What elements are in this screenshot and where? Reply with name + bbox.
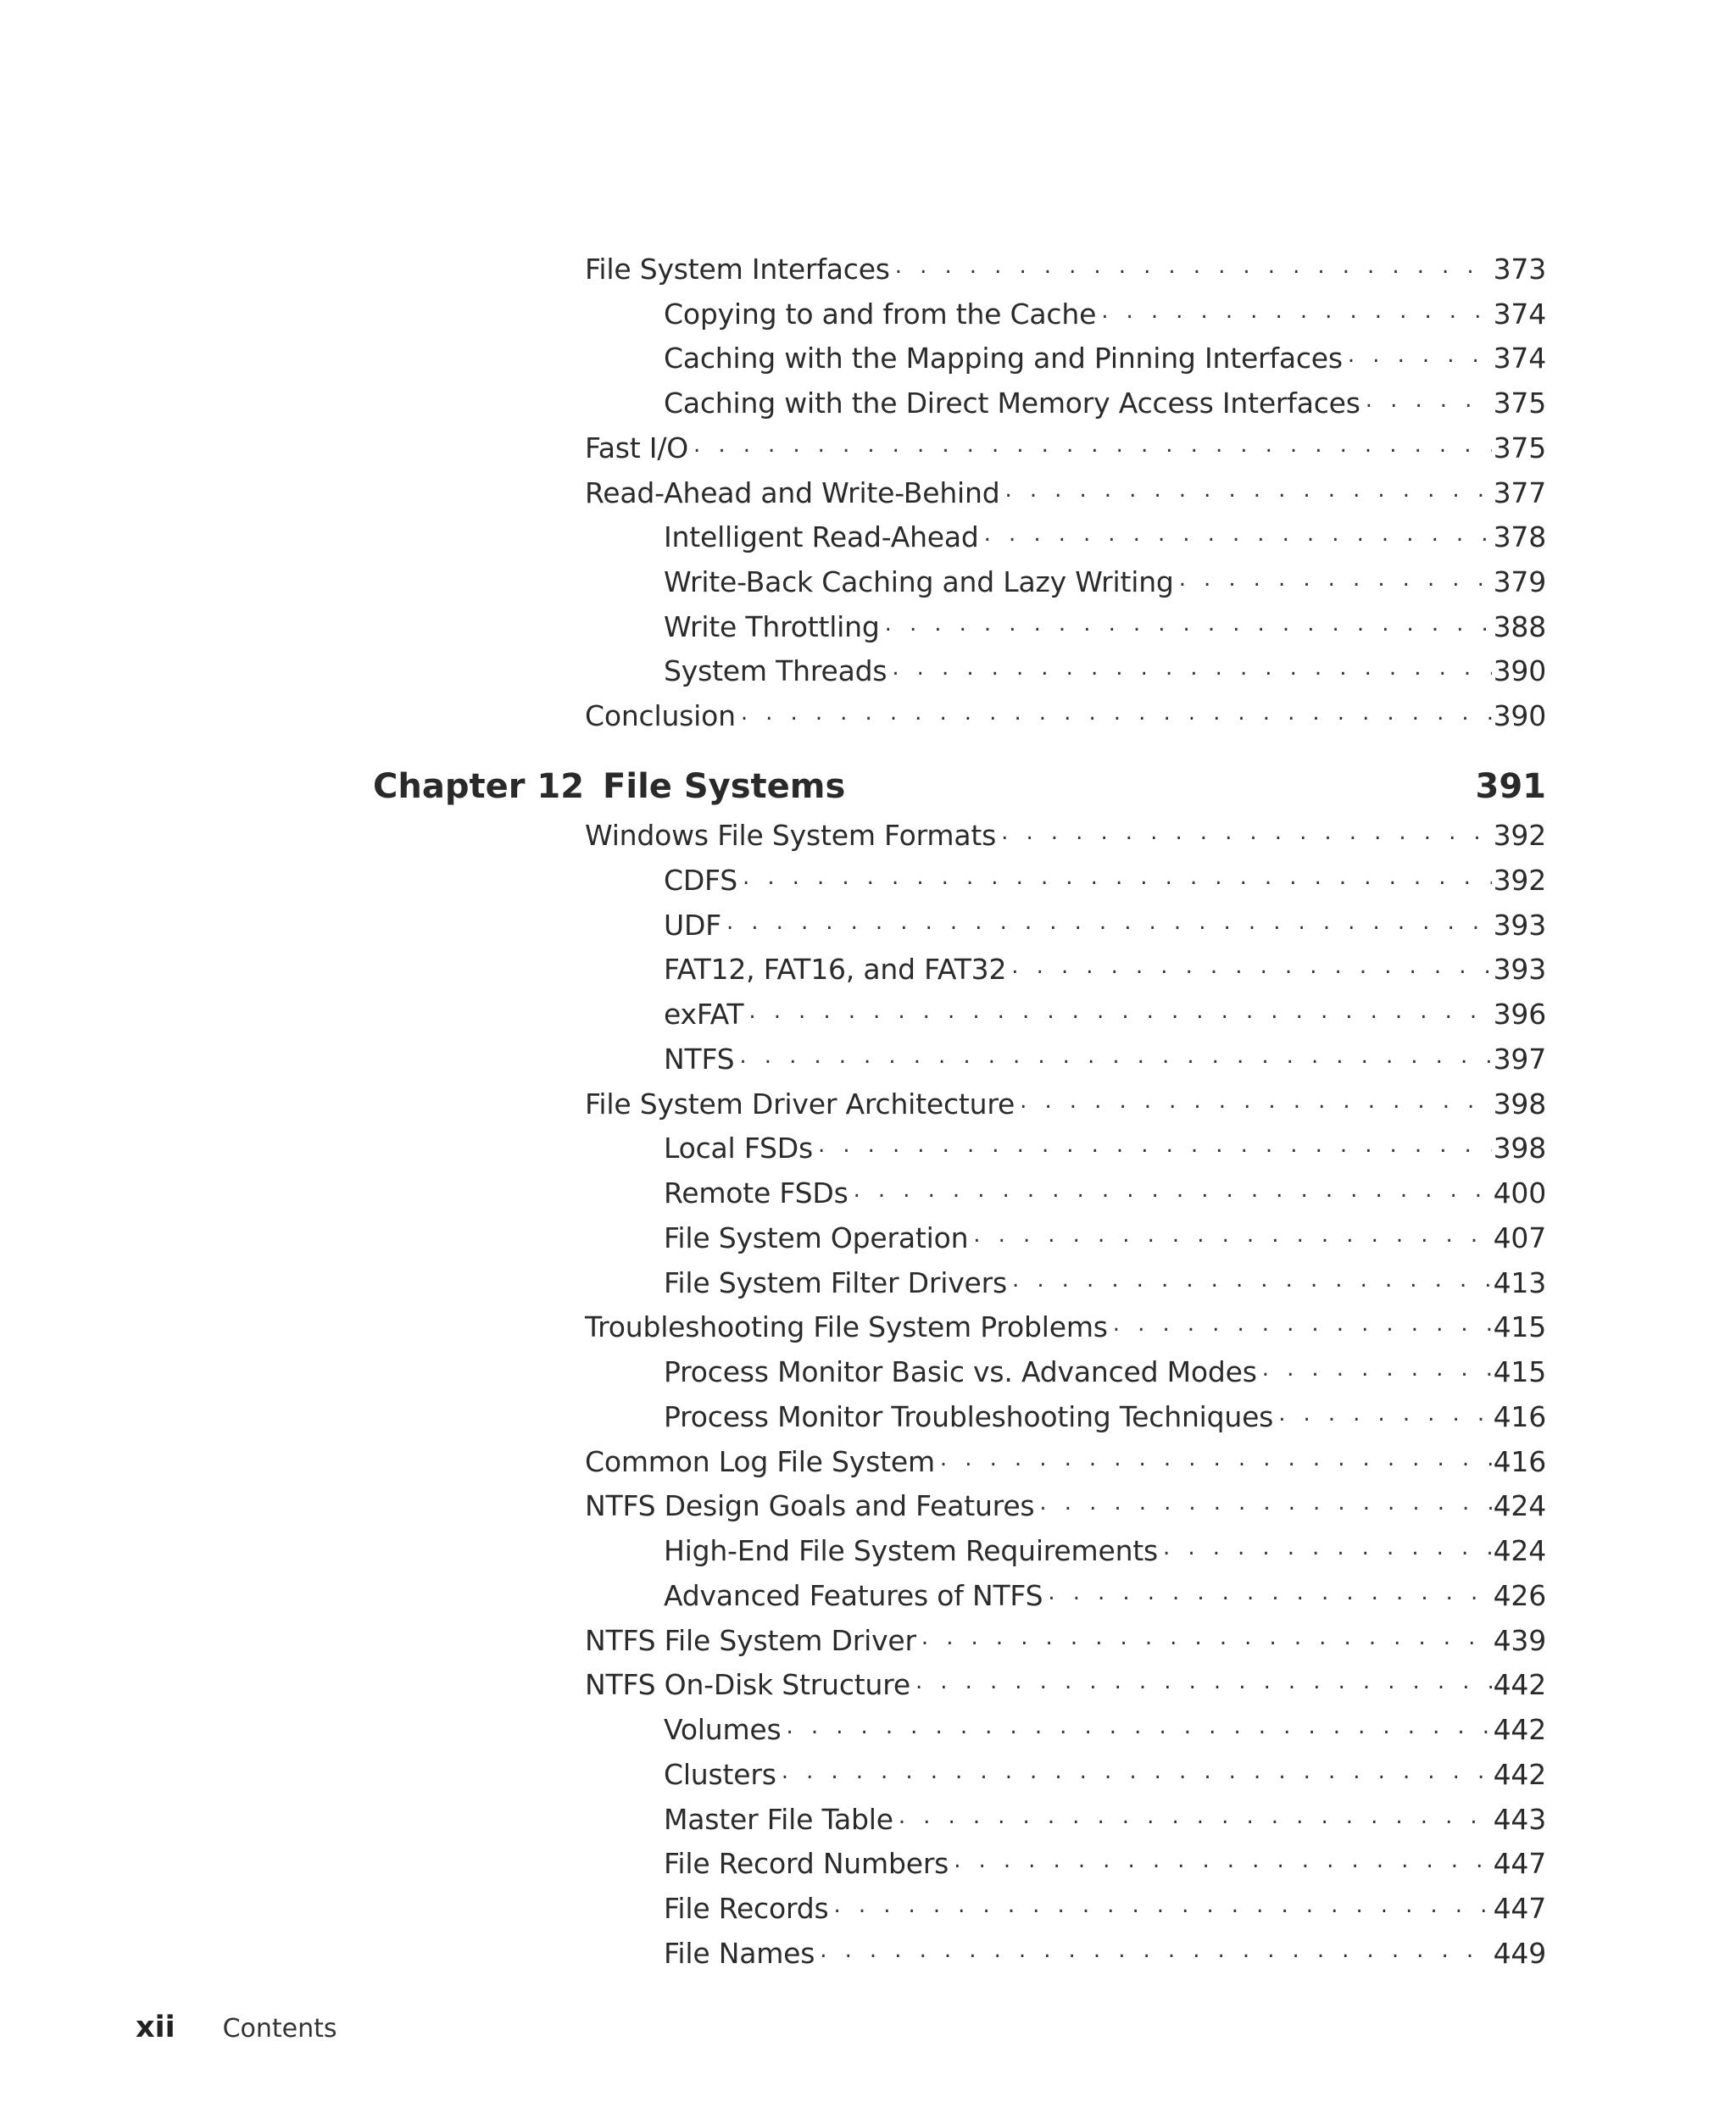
toc-entry <box>664 1171 1546 1215</box>
dot-leader <box>1257 1352 1492 1386</box>
toc-entry-title: Intelligent Read-Ahead <box>664 520 979 554</box>
toc-entry-page-number: 442 <box>1493 1713 1546 1746</box>
toc-entry-title: NTFS On-Disk Structure <box>585 1668 910 1702</box>
dot-leader <box>829 1888 1492 1922</box>
toc-entry-title: Read-Ahead and Write-Behind <box>585 476 1000 509</box>
dot-leader <box>979 517 1492 551</box>
toc-entry-page-number: 397 <box>1493 1042 1546 1076</box>
toc-entry-title: Write Throttling <box>664 609 880 643</box>
toc-entry <box>585 694 1546 738</box>
toc-entry-title: FAT12, FAT16, and FAT32 <box>664 953 1007 987</box>
dot-leader <box>813 1128 1492 1162</box>
toc-entry-title: File Records <box>664 1892 829 1925</box>
toc-entry <box>664 1529 1546 1573</box>
toc-entry-title: File System Interfaces <box>585 253 890 286</box>
dot-leader <box>1273 1397 1491 1431</box>
dot-leader <box>734 1039 1491 1073</box>
toc-entry-title: Remote FSDs <box>664 1176 849 1210</box>
toc-entry <box>664 1395 1546 1439</box>
dot-leader <box>776 1755 1492 1788</box>
toc-entry <box>585 247 1546 292</box>
page-folio: xii <box>136 2011 175 2044</box>
toc-entry-page-number: 378 <box>1493 520 1546 554</box>
toc-entry-title: exFAT <box>664 998 744 1031</box>
toc-entry-page-number: 442 <box>1493 1668 1546 1702</box>
dot-leader <box>949 1844 1491 1877</box>
toc-entry <box>664 1798 1546 1842</box>
toc-entry-page-number: 424 <box>1493 1534 1546 1567</box>
toc-entry-page-number: 388 <box>1493 609 1546 643</box>
toc-entry-title: Master File Table <box>664 1802 893 1836</box>
toc-entry <box>585 1082 1546 1126</box>
toc-entry <box>664 1932 1546 1976</box>
dot-leader <box>1006 949 1491 983</box>
toc-entry <box>664 859 1546 903</box>
dot-leader <box>916 1621 1492 1655</box>
dot-leader <box>737 860 1492 894</box>
dot-leader <box>1158 1531 1492 1565</box>
dot-leader <box>890 249 1492 283</box>
toc-entry <box>664 1216 1546 1260</box>
toc-entry-title: Volumes <box>664 1713 782 1746</box>
toc-entry <box>664 649 1546 693</box>
toc-entry-page-number: 449 <box>1493 1936 1546 1970</box>
toc-entry-title: File Record Numbers <box>664 1847 949 1881</box>
toc-entry-page-number: 398 <box>1493 1132 1546 1165</box>
dot-leader <box>1174 562 1492 596</box>
dot-leader <box>1343 338 1492 372</box>
dot-leader <box>910 1665 1492 1699</box>
toc-entry <box>585 1440 1546 1484</box>
toc-entry-page-number: 400 <box>1493 1176 1546 1210</box>
toc-entry <box>664 1261 1546 1305</box>
chapter-title: File Systems <box>603 767 846 806</box>
dot-leader <box>1007 1263 1492 1297</box>
toc-entry-title: Clusters <box>664 1757 776 1791</box>
toc-entry-title: Local FSDs <box>664 1132 813 1165</box>
toc-entry <box>664 605 1546 649</box>
toc-entry-title: High-End File System Requirements <box>664 1534 1159 1567</box>
toc-entry <box>664 1350 1546 1394</box>
dot-leader <box>880 607 1492 641</box>
toc-entry <box>585 1619 1546 1663</box>
running-footer-section: Contents <box>222 2014 337 2044</box>
dot-leader <box>1034 1486 1491 1520</box>
dot-leader <box>1108 1307 1492 1341</box>
toc-entry-page-number: 439 <box>1493 1623 1546 1657</box>
toc-entry <box>664 1126 1546 1171</box>
toc-entry-title: File Names <box>664 1936 815 1970</box>
toc-entry-page-number: 415 <box>1493 1310 1546 1344</box>
toc-entry-page-number: 398 <box>1493 1087 1546 1121</box>
toc-entry <box>585 426 1546 470</box>
toc-entry-page-number: 415 <box>1493 1355 1546 1388</box>
toc-entry-page-number: 442 <box>1493 1757 1546 1791</box>
toc-entry-title: File System Operation <box>664 1221 969 1254</box>
toc-entry <box>585 471 1546 515</box>
toc-entry-page-number: 413 <box>1493 1265 1546 1299</box>
toc-entry-page-number: 396 <box>1493 998 1546 1031</box>
toc-entry <box>664 1708 1546 1752</box>
toc-entry-page-number: 390 <box>1493 699 1546 732</box>
toc-entry-page-number: 443 <box>1493 1802 1546 1836</box>
toc-entry <box>664 1037 1546 1082</box>
toc-entry-title: UDF <box>664 908 721 942</box>
toc-entry <box>664 336 1546 381</box>
toc-entry-page-number: 424 <box>1493 1489 1546 1523</box>
chapter-heading <box>373 761 1546 812</box>
toc-entry-title: File System Driver Architecture <box>585 1087 1015 1121</box>
toc-entry <box>585 1305 1546 1349</box>
dot-leader <box>999 473 1491 507</box>
toc-entry-title: Conclusion <box>585 699 736 732</box>
toc-entry <box>664 1753 1546 1797</box>
toc-entry-page-number: 390 <box>1493 654 1546 688</box>
toc-entry-page-number: 407 <box>1493 1221 1546 1254</box>
toc-entry-page-number: 392 <box>1493 819 1546 852</box>
toc-entry-title: Advanced Features of NTFS <box>664 1578 1043 1612</box>
toc-entry-title: Copying to and from the Cache <box>664 297 1097 331</box>
toc-entry <box>585 814 1546 858</box>
toc-entry-title: Process Monitor Troubleshooting Techniques <box>664 1399 1274 1433</box>
toc-entry-page-number: 416 <box>1493 1399 1546 1433</box>
toc-entry-page-number: 393 <box>1493 953 1546 987</box>
dot-leader <box>688 428 1492 462</box>
toc-entry <box>664 381 1546 425</box>
toc-entry-title: System Threads <box>664 654 887 688</box>
dot-leader <box>815 1933 1491 1967</box>
toc-entry-title: Caching with the Mapping and Pinning Interfaces <box>664 342 1343 375</box>
toc-entry-page-number: 379 <box>1493 565 1546 598</box>
dot-leader <box>782 1710 1492 1744</box>
toc-entry <box>664 515 1546 559</box>
toc-entry-title: Fast I/O <box>585 431 689 464</box>
dot-leader <box>996 815 1491 849</box>
dot-leader <box>743 994 1491 1028</box>
toc-entry <box>664 904 1546 948</box>
toc-entry-page-number: 416 <box>1493 1444 1546 1478</box>
dot-leader <box>849 1173 1492 1207</box>
page-footer <box>136 2011 337 2053</box>
toc-entry <box>664 1842 1546 1886</box>
dot-leader <box>887 651 1491 685</box>
chapter-number: Chapter 12 <box>373 767 585 806</box>
dot-leader <box>968 1218 1491 1252</box>
toc-entry-title: Troubleshooting File System Problems <box>585 1310 1108 1344</box>
dot-leader <box>893 1799 1492 1833</box>
toc-entry <box>585 1484 1546 1528</box>
toc-entry-title: NTFS File System Driver <box>585 1623 916 1657</box>
dot-leader <box>721 905 1492 939</box>
dot-leader <box>935 1442 1492 1476</box>
toc-entry-title: Caching with the Direct Memory Access Interfaces <box>664 387 1360 420</box>
toc-entry-page-number: 392 <box>1493 863 1546 897</box>
toc-entry-title: Windows File System Formats <box>585 819 997 852</box>
toc-entry <box>664 292 1546 336</box>
dot-leader <box>1015 1084 1491 1118</box>
toc-entry <box>664 993 1546 1037</box>
toc-entry <box>664 1574 1546 1618</box>
toc-entry-page-number: 393 <box>1493 908 1546 942</box>
dot-leader <box>736 696 1492 730</box>
toc-entry-title: Common Log File System <box>585 1444 935 1478</box>
toc-entry-page-number: 373 <box>1493 253 1546 286</box>
toc-entry-page-number: 377 <box>1493 476 1546 509</box>
chapter-page-number: 391 <box>1475 767 1546 806</box>
toc-entry <box>664 1887 1546 1931</box>
toc-entry-page-number: 375 <box>1493 387 1546 420</box>
toc-entry-title: NTFS <box>664 1042 735 1076</box>
toc-entry-title: File System Filter Drivers <box>664 1265 1008 1299</box>
toc-entry-title: Process Monitor Basic vs. Advanced Modes <box>664 1355 1257 1388</box>
toc-entry-page-number: 426 <box>1493 1578 1546 1612</box>
dot-leader <box>1043 1576 1491 1610</box>
toc-entry-title: Write-Back Caching and Lazy Writing <box>664 565 1174 598</box>
toc-entry-page-number: 374 <box>1493 342 1546 375</box>
toc-entry-page-number: 447 <box>1493 1892 1546 1925</box>
toc-entry-title: NTFS Design Goals and Features <box>585 1489 1035 1523</box>
toc-entry <box>585 1663 1546 1707</box>
toc-entry-page-number: 447 <box>1493 1847 1546 1881</box>
toc-entry-page-number: 375 <box>1493 431 1546 464</box>
toc-entry-title: CDFS <box>664 863 738 897</box>
toc-entry <box>664 948 1546 992</box>
dot-leader <box>1360 383 1492 417</box>
toc-entry-page-number: 374 <box>1493 297 1546 331</box>
dot-leader <box>1096 294 1491 328</box>
toc-entry <box>664 560 1546 604</box>
